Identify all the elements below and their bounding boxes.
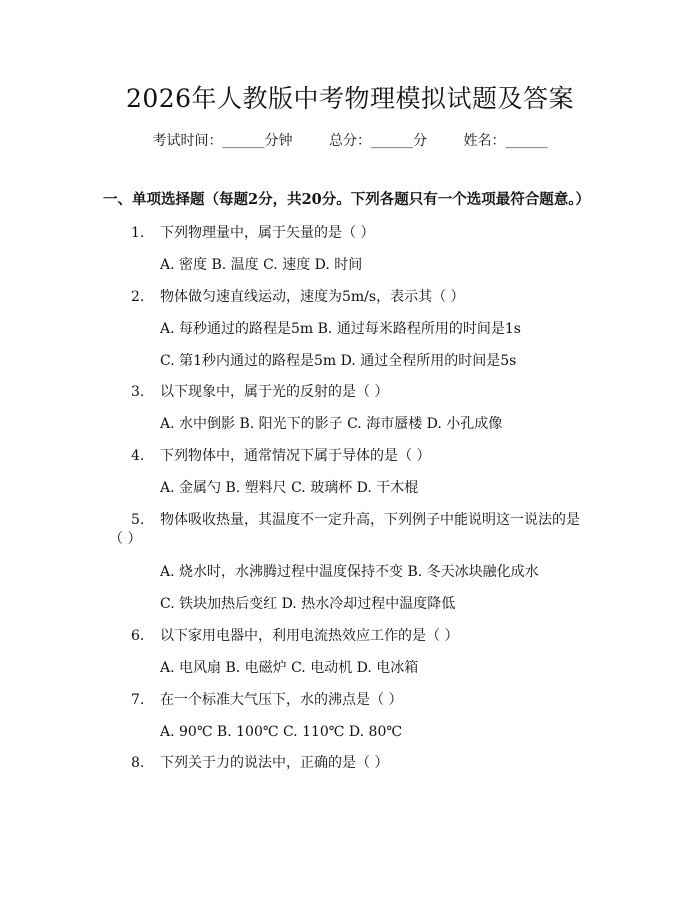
total-score-field: 总分：______分 — [329, 133, 427, 149]
section-heading: 一、单项选择题（每题2分，共20分。下列各题只有一个选项最符合题意。） — [103, 191, 591, 208]
exam-meta — [0, 131, 700, 151]
question-text: 物体做匀速直线运动，速度为5m/s，表示其（ ） — [160, 289, 465, 305]
question-text: 下列物体中，通常情况下属于导体的是（ ） — [160, 448, 431, 464]
question-5-options-line-2: C. 铁块加热后变红 D. 热水冷却过程中温度降低 — [160, 596, 456, 612]
question-number: 2. — [131, 289, 145, 305]
question-number: 7. — [131, 692, 145, 708]
question-3-options: A. 水中倒影 B. 阳光下的影子 C. 海市蜃楼 D. 小孔成像 — [160, 416, 503, 432]
question-7-options: A. 90℃ B. 100℃ C. 110℃ D. 80℃ — [160, 724, 403, 740]
page-title: 2026年人教版中考物理模拟试题及答案 — [125, 84, 575, 113]
question-2-options-line-2: C. 第1秒内通过的路程是5m D. 通过全程所用的时间是5s — [160, 353, 517, 369]
name-field: 姓名：______ — [463, 133, 548, 149]
question-5-options-line-1: A. 烧水时，水沸腾过程中温度保持不变 B. 冬天冰块融化成水 — [160, 564, 539, 580]
question-text: 物体吸收热量，其温度不一定升高，下列例子中能说明这一说法的是 — [160, 512, 580, 528]
question-number: 3. — [131, 384, 145, 400]
question-4-options: A. 金属勺 B. 塑料尺 C. 玻璃杯 D. 干木棍 — [160, 480, 419, 496]
exam-time-field: 考试时间：______分钟 — [152, 133, 293, 149]
question-2-options-line-1: A. 每秒通过的路程是5m B. 通过每米路程所用的时间是1s — [160, 321, 521, 337]
question-5-continuation: （ ） — [109, 531, 142, 547]
question-number: 8. — [131, 755, 145, 771]
question-text: 下列关于力的说法中，正确的是（ ） — [160, 755, 389, 771]
question-1-options: A. 密度 B. 温度 C. 速度 D. 时间 — [160, 257, 363, 273]
question-number: 5. — [131, 512, 145, 528]
question-6-options: A. 电风扇 B. 电磁炉 C. 电动机 D. 电冰箱 — [160, 660, 419, 676]
question-text: 以下现象中，属于光的反射的是（ ） — [160, 384, 389, 400]
question-text: 以下家用电器中，利用电流热效应工作的是（ ） — [160, 628, 459, 644]
question-text: 在一个标准大气压下，水的沸点是（ ） — [160, 692, 403, 708]
question-number: 1. — [131, 225, 145, 241]
question-number: 4. — [131, 448, 145, 464]
question-text: 下列物理量中，属于矢量的是（ ） — [160, 225, 375, 241]
question-number: 6. — [131, 628, 145, 644]
